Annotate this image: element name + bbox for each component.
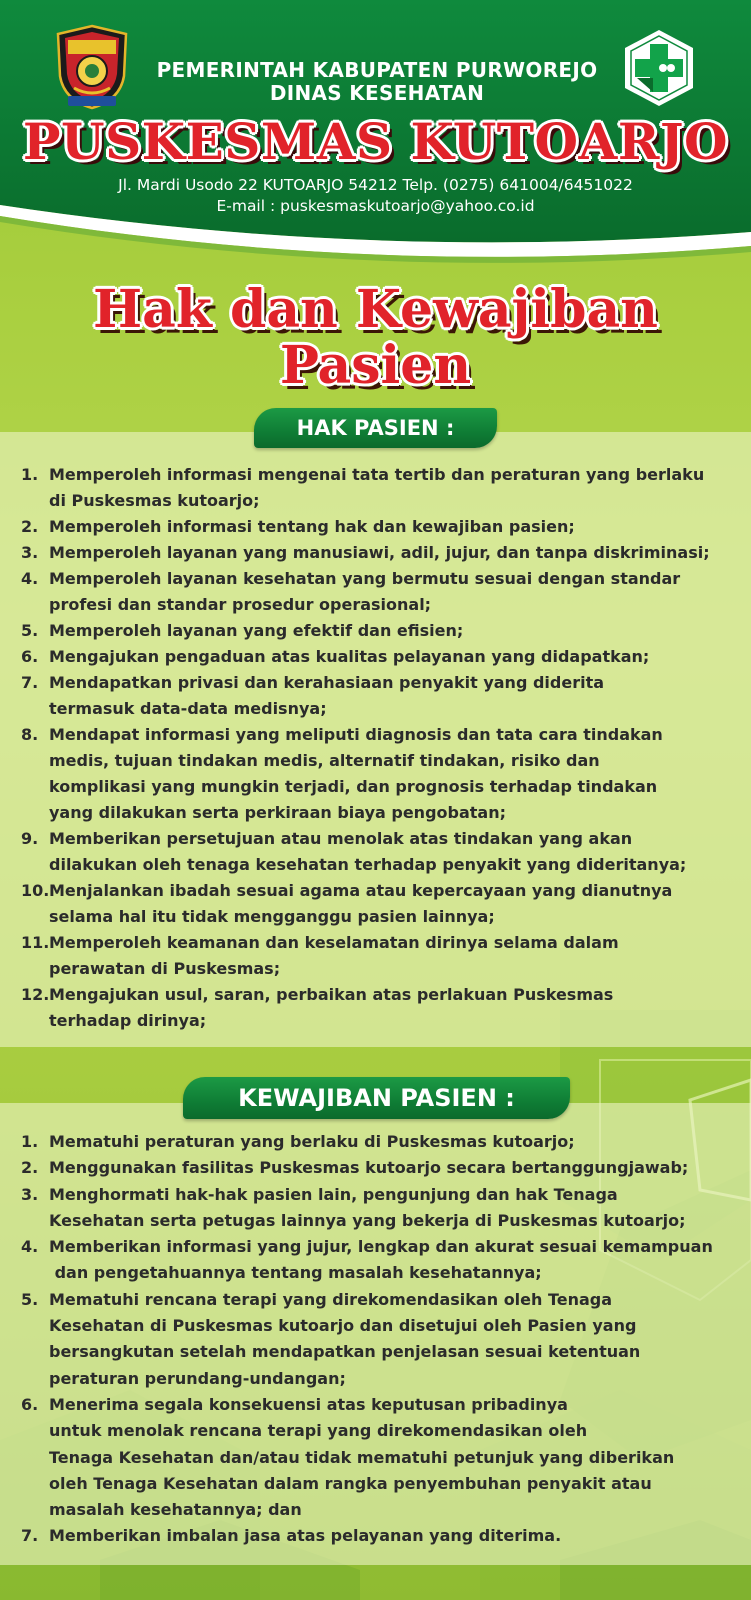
list-item xyxy=(0,566,751,618)
list-item-line: peraturan perundang-undangan; xyxy=(49,1368,346,1388)
list-item xyxy=(0,878,751,930)
list-item-line: bersangkutan setelah mendapatkan penjelasan sesuai ketentuan xyxy=(49,1342,641,1362)
list-item-line: Menjalankan ibadah sesuai agama atau kepercayaan yang dianutnya xyxy=(49,881,673,900)
list-item xyxy=(0,514,751,540)
list-item-line: Mematuhi peraturan yang berlaku di Puskesmas kutoarjo; xyxy=(49,1132,575,1151)
list-item-line: di Puskesmas kutoarjo; xyxy=(49,491,260,510)
list-item-line: Mendapat informasi yang meliputi diagnosis dan tata cara tindakan xyxy=(49,725,663,744)
list-item-line: Memperoleh informasi mengenai tata tertib dan peraturan yang berlaku xyxy=(49,465,705,484)
list-item-line: untuk menolak rencana terapi yang direkomendasikan oleh xyxy=(49,1421,588,1441)
list-item-number: 7. xyxy=(21,673,39,692)
list-item-number: 9. xyxy=(21,829,39,848)
list-item-line: Memberikan informasi yang jujur, lengkap dan akurat sesuai kemampuan xyxy=(49,1237,713,1257)
list-item-line: profesi dan standar prosedur operasional; xyxy=(49,595,432,614)
list-item-line: selama hal itu tidak mengganggu pasien lainnya; xyxy=(49,907,495,926)
obligations-section-title: KEWAJIBAN PASIEN : xyxy=(183,1077,570,1119)
list-item-number: 8. xyxy=(21,725,39,744)
institution-title: PUSKESMAS KUTOARJO xyxy=(22,112,729,171)
list-item xyxy=(0,1392,751,1523)
list-item xyxy=(0,618,751,644)
list-item-line: Mendapatkan privasi dan kerahasiaan penyakit yang diderita xyxy=(49,673,605,692)
list-item-number: 4. xyxy=(21,569,39,588)
rights-list xyxy=(0,462,751,1034)
list-item-line: Memperoleh layanan yang efektif dan efisien; xyxy=(49,621,464,640)
list-item xyxy=(0,1287,751,1392)
list-item-number: 11. xyxy=(21,933,50,952)
list-item-line: Memperoleh informasi tentang hak dan kewajiban pasien; xyxy=(49,517,575,536)
list-item-number: 1. xyxy=(21,1132,39,1151)
list-item-number: 3. xyxy=(21,1184,39,1204)
list-item-line: Memperoleh keamanan dan keselamatan dirinya selama dalam xyxy=(49,933,619,952)
list-item-line: terhadap dirinya; xyxy=(49,1011,207,1030)
list-item-number: 10. xyxy=(21,881,50,900)
list-item-line: dilakukan oleh tenaga kesehatan terhadap penyakit yang dideritanya; xyxy=(49,855,687,874)
government-label: PEMERINTAH KABUPATEN PURWOREJO xyxy=(156,58,598,82)
list-item-line: Kesehatan serta petugas lainnya yang bekerja di Puskesmas kutoarjo; xyxy=(49,1210,686,1230)
list-item-line: Mengajukan usul, saran, perbaikan atas perlakuan Puskesmas xyxy=(49,985,614,1004)
list-item-number: 2. xyxy=(21,517,39,536)
list-item xyxy=(0,670,751,722)
list-item-number: 6. xyxy=(21,647,39,666)
list-item-line: yang dilakukan serta perkiraan biaya pengobatan; xyxy=(49,803,506,822)
list-item-line: Memperoleh layanan kesehatan yang bermutu sesuai dengan standar xyxy=(49,569,681,588)
health-cross-hexagon-icon xyxy=(623,28,695,108)
list-item-line: Kesehatan di Puskesmas kutoarjo dan disetujui oleh Pasien yang xyxy=(49,1316,637,1336)
department-label: DINAS KESEHATAN xyxy=(269,81,485,105)
list-item-number: 1. xyxy=(21,465,39,484)
header xyxy=(0,0,751,250)
list-item-number: 4. xyxy=(21,1237,39,1257)
list-item-number: 12. xyxy=(21,985,50,1004)
rights-section-title: HAK PASIEN : xyxy=(254,408,497,448)
list-item-number: 5. xyxy=(21,621,39,640)
list-item-number: 6. xyxy=(21,1394,39,1414)
list-item-line: Menggunakan fasilitas Puskesmas kutoarjo secara bertanggungjawab; xyxy=(49,1158,689,1178)
list-item-line: termasuk data-data medisnya; xyxy=(49,699,327,718)
list-item-number: 7. xyxy=(21,1526,39,1546)
list-item-line: Memberikan persetujuan atau menolak atas tindakan yang akan xyxy=(49,829,633,848)
list-item-line: Menghormati hak-hak pasien lain, pengunjung dan hak Tenaga xyxy=(49,1184,618,1204)
list-item xyxy=(0,1182,751,1235)
list-item-line: Memperoleh layanan yang manusiawi, adil, jujur, dan tanpa diskriminasi; xyxy=(49,543,710,562)
list-item xyxy=(0,982,751,1034)
list-item xyxy=(0,1129,751,1155)
list-item xyxy=(0,930,751,982)
list-item xyxy=(0,540,751,566)
list-item xyxy=(0,722,751,826)
purworejo-regency-emblem-icon xyxy=(54,24,130,110)
list-item-line: Mematuhi rencana terapi yang direkomendasikan oleh Tenaga xyxy=(49,1289,613,1309)
list-item-number: 2. xyxy=(21,1158,39,1178)
list-item-line: dan pengetahuannya tentang masalah kesehatannya; xyxy=(49,1263,542,1283)
list-item-line: Memberikan imbalan jasa atas pelayanan yang diterima. xyxy=(49,1526,562,1546)
list-item-line: oleh Tenaga Kesehatan dalam rangka penyembuhan penyakit atau xyxy=(49,1473,652,1493)
list-item-number: 5. xyxy=(21,1289,39,1309)
list-item-line: masalah kesehatannya; dan xyxy=(49,1500,302,1520)
page-heading-line-1: Hak dan Kewajiban xyxy=(93,279,658,340)
list-item xyxy=(0,1234,751,1287)
list-item-number: 3. xyxy=(21,543,39,562)
list-item xyxy=(0,826,751,878)
list-item-line: perawatan di Puskesmas; xyxy=(49,959,281,978)
list-item xyxy=(0,1523,751,1549)
list-item xyxy=(0,462,751,514)
page-heading-line-2: Pasien xyxy=(279,335,472,396)
address-line: Jl. Mardi Usodo 22 KUTOARJO 54212 Telp. (0275) 641004/6451022 xyxy=(118,176,633,194)
email-line: E-mail : puskesmaskutoarjo@yahoo.co.id xyxy=(216,197,535,215)
list-item-line: Tenaga Kesehatan dan/atau tidak mematuhi petunjuk yang diberikan xyxy=(49,1447,675,1467)
obligations-list xyxy=(0,1129,751,1550)
list-item xyxy=(0,1155,751,1181)
list-item-line: Menerima segala konsekuensi atas keputusan pribadinya xyxy=(49,1394,568,1414)
list-item xyxy=(0,644,751,670)
list-item-line: komplikasi yang mungkin terjadi, dan prognosis terhadap tindakan xyxy=(49,777,658,796)
list-item-line: medis, tujuan tindakan medis, alternatif tindakan, risiko dan xyxy=(49,751,600,770)
list-item-line: Mengajukan pengaduan atas kualitas pelayanan yang didapatkan; xyxy=(49,647,650,666)
